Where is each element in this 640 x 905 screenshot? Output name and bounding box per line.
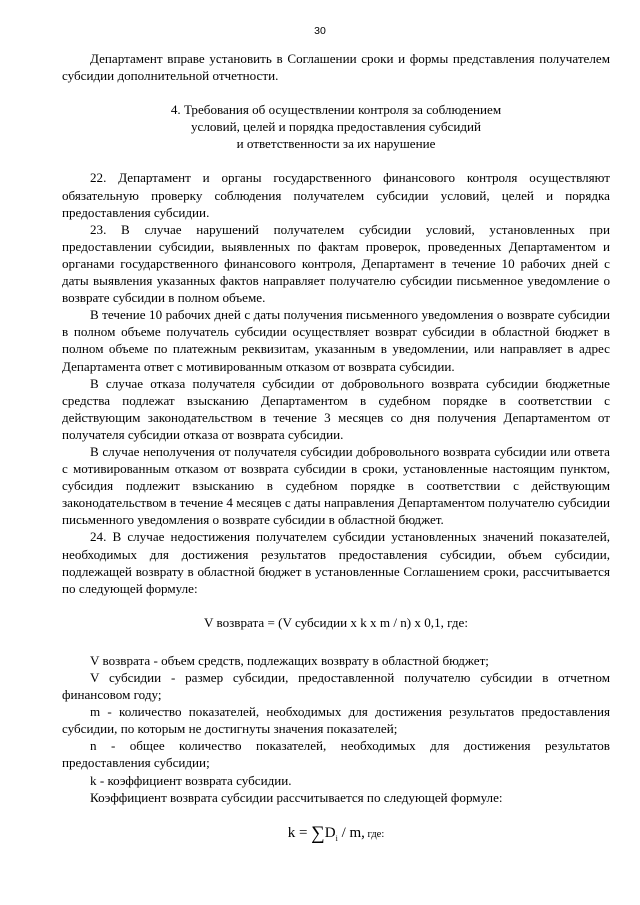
coefficient-formula-lhs: k = [287,824,312,841]
definition-v-subsidy: V субсидии - размер субсидии, предоставленной получателю субсидии в отчетном финансовом году; [62,670,610,703]
intro-paragraph: Департамент вправе установить в Соглашении сроки и формы представления получателем субсидии дополнительной отчетности. [62,51,610,84]
paragraph-23-refusal: В случае отказа получателя субсидии от добровольного возврата субсидии бюджетные средства подлежат взысканию Департаментом в судебном порядке в соответствии с действующим законодательством в течение 3 месяцев со дня получения Департаментом от получателя субсидии отказа от возврата субсидии. [62,375,610,442]
coefficient-formula-subscript: i [335,833,338,843]
paragraph-23-refund-term: В течение 10 рабочих дней с даты получения письменного уведомления о возврате субсидии в полном объеме получатель субсидии осуществляет возврат субсидии в областной бюджет в полном объеме по платежным реквизитам, указанным в уведомлении, или направляет в адрес Департамента ответ с мотивированным отказом от возврата субсидии. [62,307,610,374]
coefficient-intro: Коэффициент возврата субсидии рассчитывается по следующей формуле: [90,789,503,805]
coefficient-formula-rhs: / m, [337,824,365,841]
paragraph-24: 24. В случае недостижения получателем субсидии установленных значений показателей, необходимых для достижения результатов предоставления субсидии, объем субсидии, подлежащей возврату в областной бюджет в установленные Соглашением сроки, рассчитывается по следующей формуле: [62,529,610,596]
paragraph-23-nonreceipt: В случае неполучения от получателя субсидии добровольного возврата субсидии или ответа с мотивированным отказом от возврата субсидии в сроки, установленные настоящим пунктом, субсидия подлежит взысканию в судебном порядке в соответствии с действующим законодательством в течение 4 месяцев с даты направления Департаментом получателю субсидии письменного уведомления о возврате субсидии в областной бюджет. [62,443,610,528]
definition-n: n - общее количество показателей, необходимых для достижения результатов предоставления субсидии; [62,738,610,771]
coefficient-formula-where: где: [364,828,385,840]
section-heading-line-3: и ответственности за их нарушение [236,136,436,152]
definition-k: k - коэффициент возврата субсидии. [90,772,292,788]
section-heading-line-1: 4. Требования об осуществлении контроля за соблюдением [170,102,502,118]
coefficient-formula-d: D [324,824,336,841]
page-number: 30 [314,25,326,37]
definition-m: m - количество показателей, необходимых для достижения результатов предоставления субсидии, по которым не достигнуты значения показателей; [62,704,610,737]
definition-v-return: V возврата - объем средств, подлежащих возврату в областной бюджет; [90,652,489,668]
refund-formula: V возврата = (V субсидии x k x m / n) x 0,1, где: [203,614,468,630]
paragraph-23: 23. В случае нарушений получателем субсидии условий, установленных при предоставлении субсидии, выявленных по фактам проверок, проведенных Департаментом и органами государственного финансового контроля, Департамент в течение 10 рабочих дней с даты выявления указанных фактов направляет получателю субсидии письменное уведомление о возврате субсидии в полном объеме. [62,221,610,306]
section-heading-line-2: условий, целей и порядка предоставления субсидий [190,119,481,135]
coefficient-formula [62,822,610,847]
section-heading [62,101,610,152]
paragraph-22: 22. Департамент и органы государственного финансового контроля осуществляют обязательную проверку соблюдения получателем субсидии условий, целей и порядка предоставления субсидии. [62,170,610,220]
sum-symbol: ∑ [311,822,325,844]
document-body [62,50,610,847]
